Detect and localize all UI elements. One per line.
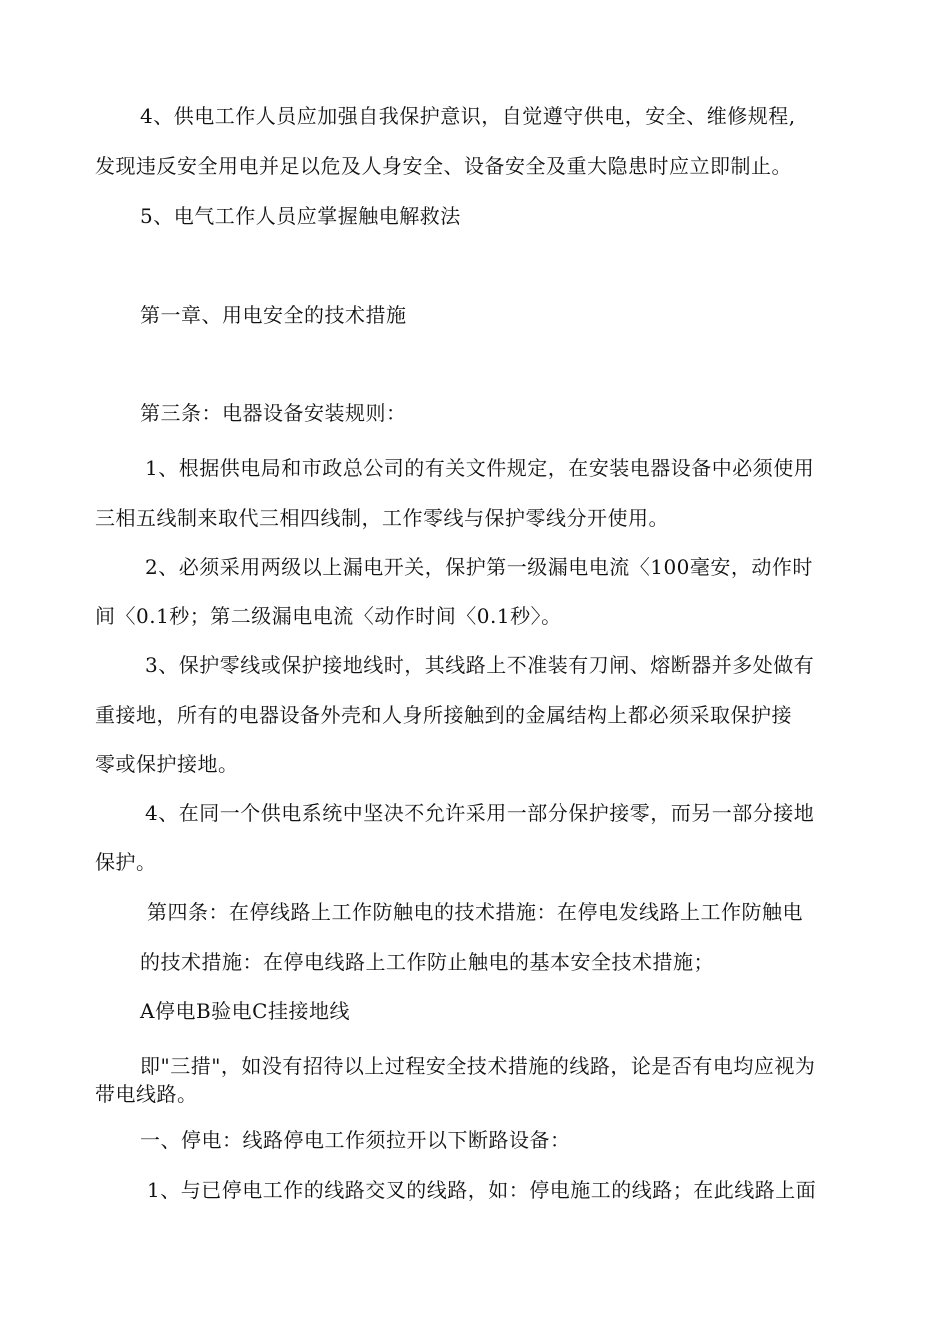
paragraph-line: 零或保护接地。 [95, 752, 239, 776]
paragraph-line: 2、必须采用两级以上漏电开关，保护第一级漏电电流〈100毫安，动作时 [145, 555, 813, 579]
paragraph-line: 5、电气工作人员应掌握触电解救法 [140, 204, 461, 228]
paragraph-line: 发现违反安全用电并足以危及人身安全、设备安全及重大隐患时应立即制止。 [95, 154, 792, 178]
paragraph-line: 带电线路。 [95, 1082, 198, 1106]
paragraph-line: 即"三措"，如没有招待以上过程安全技术措施的线路，论是否有电均应视为 [140, 1054, 816, 1078]
paragraph-line: A停电B验电C挂接地线 [140, 999, 350, 1023]
paragraph-line: 3、保护零线或保护接地线时，其线路上不准装有刀闸、熔断器并多处做有 [145, 653, 815, 677]
paragraph-line: 保护。 [95, 850, 157, 874]
section-heading: 一、停电：线路停电工作须拉开以下断路设备： [140, 1128, 571, 1152]
paragraph-line: 1、与已停电工作的线路交叉的线路，如：停电施工的线路；在此线路上面 [147, 1178, 817, 1202]
paragraph-line: 1、根据供电局和市政总公司的有关文件规定，在安装电器设备中必须使用 [145, 456, 815, 480]
paragraph-line: 间〈0.1秒；第二级漏电电流〈动作时间〈0.1秒〉。 [95, 604, 562, 628]
paragraph-line: 4、供电工作人员应加强自我保护意识，自觉遵守供电，安全、维修规程, [140, 104, 796, 128]
article-heading: 第三条：电器设备安装规则： [140, 401, 407, 425]
paragraph-line: 的技术措施：在停电线路上工作防止触电的基本安全技术措施； [140, 950, 714, 974]
paragraph-line: 4、在同一个供电系统中坚决不允许采用一部分保护接零，而另一部分接地 [145, 801, 815, 825]
chapter-heading: 第一章、用电安全的技术措施 [140, 303, 407, 327]
article-heading: 第四条：在停线路上工作防触电的技术措施：在停电发线路上工作防触电 [147, 900, 803, 924]
paragraph-line: 重接地，所有的电器设备外壳和人身所接触到的金属结构上都必须采取保护接 [95, 703, 792, 727]
paragraph-line: 三相五线制来取代三相四线制，工作零线与保护零线分开使用。 [95, 506, 669, 530]
